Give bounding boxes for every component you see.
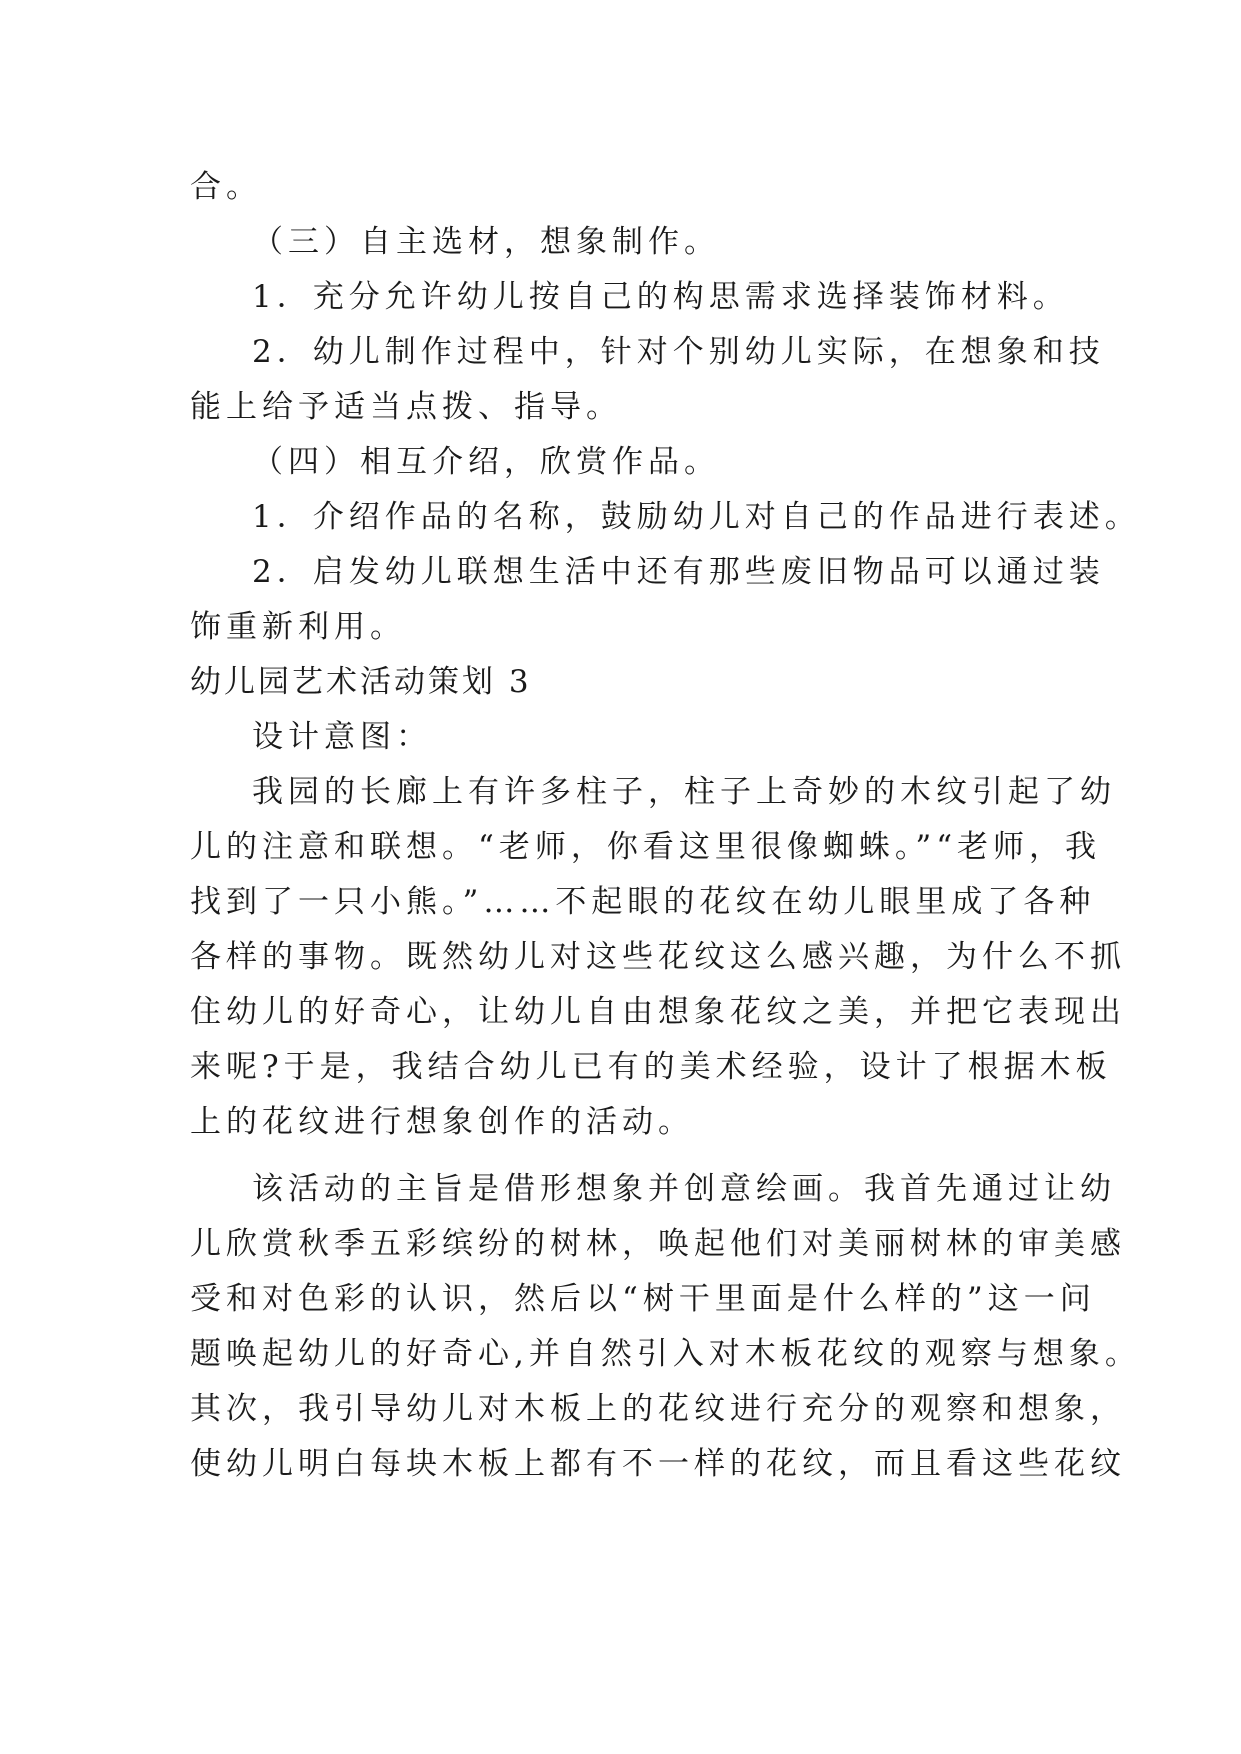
text-line: 儿欣赏秋季五彩缤纷的树林，唤起他们对美丽树林的审美感 xyxy=(190,1226,1126,1262)
text-line: 合。 xyxy=(190,169,262,205)
text-line: 受和对色彩的认识，然后以“树干里面是什么样的”这一问 xyxy=(190,1281,1096,1317)
section-heading-4: （四）相互介绍，欣赏作品。 xyxy=(252,444,720,480)
text-line: 住幼儿的好奇心，让幼儿自由想象花纹之美，并把它表现出 xyxy=(190,994,1126,1030)
section-heading-3: （三）自主选材，想象制作。 xyxy=(252,224,720,260)
subheading-design-intent: 设计意图： xyxy=(252,719,432,755)
text-line: 上的花纹进行想象创作的活动。 xyxy=(190,1104,694,1140)
document-title: 幼儿园艺术活动策划 3 xyxy=(190,664,532,700)
text-line: 2．幼儿制作过程中，针对个别幼儿实际，在想象和技 xyxy=(252,334,1105,370)
text-line: 1．介绍作品的名称，鼓励幼儿对自己的作品进行表述。 xyxy=(252,499,1141,535)
text-line: 其次，我引导幼儿对木板上的花纹进行充分的观察和想象， xyxy=(190,1391,1126,1427)
text-line: 我园的长廊上有许多柱子，柱子上奇妙的木纹引起了幼 xyxy=(252,774,1116,810)
text-line: 各样的事物。既然幼儿对这些花纹这么感兴趣，为什么不抓 xyxy=(190,939,1126,975)
text-line: 1．充分允许幼儿按自己的构思需求选择装饰材料。 xyxy=(252,279,1069,315)
text-line: 饰重新利用。 xyxy=(190,609,406,645)
text-line: 能上给予适当点拨、指导。 xyxy=(190,389,622,425)
document-body xyxy=(190,160,1141,1492)
paragraph-gap xyxy=(190,1150,1070,1162)
text-line: 题唤起幼儿的好奇心,并自然引入对木板花纹的观察与想象。 xyxy=(190,1336,1141,1372)
text-line: 2．启发幼儿联想生活中还有那些废旧物品可以通过装 xyxy=(252,554,1105,590)
text-line: 来呢?于是，我结合幼儿已有的美术经验，设计了根据木板 xyxy=(190,1049,1112,1085)
text-line: 儿的注意和联想。“老师，你看这里很像蜘蛛。”“老师，我 xyxy=(190,829,1102,865)
text-line: 找到了一只小熊。”……不起眼的花纹在幼儿眼里成了各种 xyxy=(190,884,1096,920)
text-line: 该活动的主旨是借形想象并创意绘画。我首先通过让幼 xyxy=(252,1171,1116,1207)
text-line: 使幼儿明白每块木板上都有不一样的花纹，而且看这些花纹 xyxy=(190,1446,1126,1482)
